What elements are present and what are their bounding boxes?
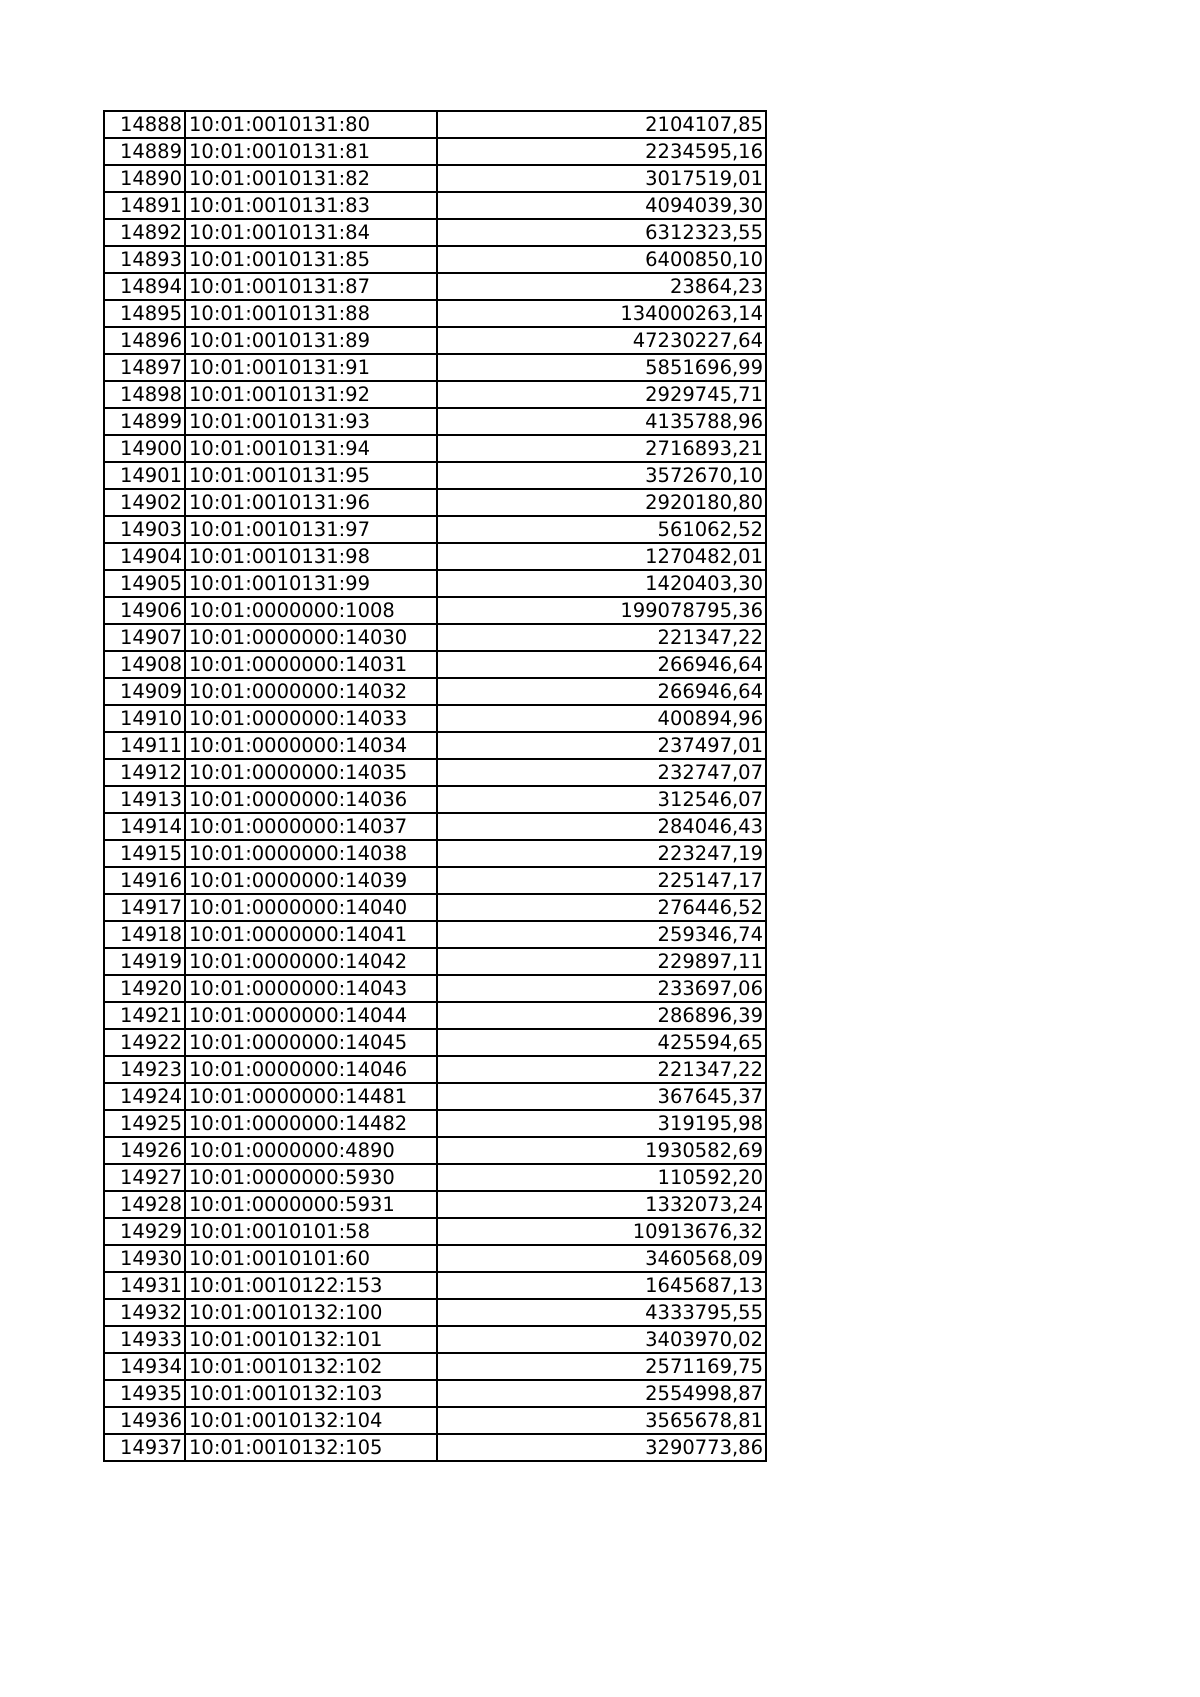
row-number-cell: 14892 xyxy=(104,219,185,246)
table-row xyxy=(104,651,766,678)
table-row xyxy=(104,597,766,624)
cadastral-number-cell: 10:01:0000000:4890 xyxy=(185,1137,437,1164)
cadastral-number-cell: 10:01:0000000:5930 xyxy=(185,1164,437,1191)
table-row xyxy=(104,678,766,705)
value-cell: 23864,23 xyxy=(437,273,766,300)
cadastral-number-cell: 10:01:0000000:14046 xyxy=(185,1056,437,1083)
row-number-cell: 14914 xyxy=(104,813,185,840)
value-cell: 2571169,75 xyxy=(437,1353,766,1380)
value-cell: 1270482,01 xyxy=(437,543,766,570)
table-row xyxy=(104,1056,766,1083)
table-row xyxy=(104,1407,766,1434)
row-number-cell: 14931 xyxy=(104,1272,185,1299)
table-row xyxy=(104,273,766,300)
value-cell: 2920180,80 xyxy=(437,489,766,516)
table-row xyxy=(104,948,766,975)
row-number-cell: 14923 xyxy=(104,1056,185,1083)
row-number-cell: 14935 xyxy=(104,1380,185,1407)
cadastral-number-cell: 10:01:0010122:153 xyxy=(185,1272,437,1299)
row-number-cell: 14920 xyxy=(104,975,185,1002)
table-row xyxy=(104,975,766,1002)
table-row xyxy=(104,624,766,651)
table-row xyxy=(104,867,766,894)
value-cell: 199078795,36 xyxy=(437,597,766,624)
cadastral-number-cell: 10:01:0000000:14040 xyxy=(185,894,437,921)
table-row xyxy=(104,489,766,516)
cadastral-number-cell: 10:01:0010131:81 xyxy=(185,138,437,165)
value-cell: 286896,39 xyxy=(437,1002,766,1029)
table-row xyxy=(104,921,766,948)
row-number-cell: 14894 xyxy=(104,273,185,300)
row-number-cell: 14908 xyxy=(104,651,185,678)
table-row xyxy=(104,192,766,219)
row-number-cell: 14903 xyxy=(104,516,185,543)
value-cell: 221347,22 xyxy=(437,1056,766,1083)
row-number-cell: 14896 xyxy=(104,327,185,354)
cadastral-number-cell: 10:01:0000000:14036 xyxy=(185,786,437,813)
cadastral-number-cell: 10:01:0010132:100 xyxy=(185,1299,437,1326)
table-row xyxy=(104,543,766,570)
value-cell: 3290773,86 xyxy=(437,1434,766,1461)
value-cell: 5851696,99 xyxy=(437,354,766,381)
value-cell: 233697,06 xyxy=(437,975,766,1002)
value-cell: 425594,65 xyxy=(437,1029,766,1056)
cadastral-number-cell: 10:01:0000000:14030 xyxy=(185,624,437,651)
value-cell: 3017519,01 xyxy=(437,165,766,192)
cadastral-number-cell: 10:01:0010131:83 xyxy=(185,192,437,219)
table-row xyxy=(104,1191,766,1218)
table-row xyxy=(104,462,766,489)
row-number-cell: 14902 xyxy=(104,489,185,516)
row-number-cell: 14918 xyxy=(104,921,185,948)
table-row xyxy=(104,570,766,597)
table-body xyxy=(104,111,766,1461)
cadastral-number-cell: 10:01:0000000:14032 xyxy=(185,678,437,705)
row-number-cell: 14937 xyxy=(104,1434,185,1461)
table-row xyxy=(104,894,766,921)
row-number-cell: 14909 xyxy=(104,678,185,705)
cadastral-number-cell: 10:01:0010131:80 xyxy=(185,111,437,138)
cadastral-number-cell: 10:01:0010131:89 xyxy=(185,327,437,354)
value-cell: 134000263,14 xyxy=(437,300,766,327)
table-row xyxy=(104,435,766,462)
cadastral-number-cell: 10:01:0000000:14043 xyxy=(185,975,437,1002)
row-number-cell: 14924 xyxy=(104,1083,185,1110)
table-row xyxy=(104,246,766,273)
table-row xyxy=(104,732,766,759)
table-row xyxy=(104,813,766,840)
value-cell: 319195,98 xyxy=(437,1110,766,1137)
table-row xyxy=(104,381,766,408)
cadastral-number-cell: 10:01:0000000:14041 xyxy=(185,921,437,948)
cadastral-number-cell: 10:01:0000000:1008 xyxy=(185,597,437,624)
value-cell: 367645,37 xyxy=(437,1083,766,1110)
cadastral-number-cell: 10:01:0000000:5931 xyxy=(185,1191,437,1218)
cadastral-number-cell: 10:01:0000000:14481 xyxy=(185,1083,437,1110)
table-row xyxy=(104,1326,766,1353)
row-number-cell: 14897 xyxy=(104,354,185,381)
cadastral-number-cell: 10:01:0010131:84 xyxy=(185,219,437,246)
row-number-cell: 14933 xyxy=(104,1326,185,1353)
cadastral-number-cell: 10:01:0010131:99 xyxy=(185,570,437,597)
cadastral-number-cell: 10:01:0000000:14035 xyxy=(185,759,437,786)
row-number-cell: 14916 xyxy=(104,867,185,894)
cadastral-number-cell: 10:01:0000000:14031 xyxy=(185,651,437,678)
row-number-cell: 14890 xyxy=(104,165,185,192)
value-cell: 6312323,55 xyxy=(437,219,766,246)
row-number-cell: 14905 xyxy=(104,570,185,597)
cadastral-number-cell: 10:01:0010132:105 xyxy=(185,1434,437,1461)
table-row xyxy=(104,327,766,354)
cadastral-number-cell: 10:01:0000000:14033 xyxy=(185,705,437,732)
table-row xyxy=(104,1353,766,1380)
value-cell: 4333795,55 xyxy=(437,1299,766,1326)
value-cell: 6400850,10 xyxy=(437,246,766,273)
table-row xyxy=(104,1029,766,1056)
value-cell: 110592,20 xyxy=(437,1164,766,1191)
row-number-cell: 14899 xyxy=(104,408,185,435)
table-row xyxy=(104,759,766,786)
value-cell: 400894,96 xyxy=(437,705,766,732)
cadastral-number-cell: 10:01:0010132:103 xyxy=(185,1380,437,1407)
row-number-cell: 14926 xyxy=(104,1137,185,1164)
cadastral-number-cell: 10:01:0010131:95 xyxy=(185,462,437,489)
row-number-cell: 14912 xyxy=(104,759,185,786)
value-cell: 3565678,81 xyxy=(437,1407,766,1434)
cadastral-number-cell: 10:01:0010132:104 xyxy=(185,1407,437,1434)
table-row xyxy=(104,516,766,543)
cadastral-value-table xyxy=(103,110,767,1462)
value-cell: 561062,52 xyxy=(437,516,766,543)
row-number-cell: 14901 xyxy=(104,462,185,489)
row-number-cell: 14932 xyxy=(104,1299,185,1326)
value-cell: 276446,52 xyxy=(437,894,766,921)
value-cell: 229897,11 xyxy=(437,948,766,975)
cadastral-number-cell: 10:01:0010131:88 xyxy=(185,300,437,327)
value-cell: 237497,01 xyxy=(437,732,766,759)
row-number-cell: 14895 xyxy=(104,300,185,327)
row-number-cell: 14907 xyxy=(104,624,185,651)
cadastral-number-cell: 10:01:0010131:82 xyxy=(185,165,437,192)
value-cell: 312546,07 xyxy=(437,786,766,813)
row-number-cell: 14921 xyxy=(104,1002,185,1029)
row-number-cell: 14930 xyxy=(104,1245,185,1272)
table-row xyxy=(104,219,766,246)
table-row xyxy=(104,840,766,867)
table-row xyxy=(104,165,766,192)
table-row xyxy=(104,786,766,813)
value-cell: 3403970,02 xyxy=(437,1326,766,1353)
cadastral-number-cell: 10:01:0000000:14039 xyxy=(185,867,437,894)
row-number-cell: 14928 xyxy=(104,1191,185,1218)
table-row xyxy=(104,1434,766,1461)
row-number-cell: 14891 xyxy=(104,192,185,219)
value-cell: 225147,17 xyxy=(437,867,766,894)
row-number-cell: 14927 xyxy=(104,1164,185,1191)
table-row xyxy=(104,1083,766,1110)
cadastral-number-cell: 10:01:0000000:14042 xyxy=(185,948,437,975)
cadastral-number-cell: 10:01:0000000:14044 xyxy=(185,1002,437,1029)
cadastral-number-cell: 10:01:0010131:87 xyxy=(185,273,437,300)
cadastral-number-cell: 10:01:0000000:14038 xyxy=(185,840,437,867)
cadastral-number-cell: 10:01:0000000:14037 xyxy=(185,813,437,840)
row-number-cell: 14919 xyxy=(104,948,185,975)
row-number-cell: 14904 xyxy=(104,543,185,570)
row-number-cell: 14911 xyxy=(104,732,185,759)
table-row xyxy=(104,138,766,165)
value-cell: 2234595,16 xyxy=(437,138,766,165)
cadastral-number-cell: 10:01:0010131:85 xyxy=(185,246,437,273)
value-cell: 223247,19 xyxy=(437,840,766,867)
row-number-cell: 14915 xyxy=(104,840,185,867)
table-row xyxy=(104,1245,766,1272)
value-cell: 2104107,85 xyxy=(437,111,766,138)
value-cell: 1420403,30 xyxy=(437,570,766,597)
table-row xyxy=(104,300,766,327)
value-cell: 4094039,30 xyxy=(437,192,766,219)
value-cell: 1645687,13 xyxy=(437,1272,766,1299)
value-cell: 2554998,87 xyxy=(437,1380,766,1407)
table-row xyxy=(104,1164,766,1191)
cadastral-number-cell: 10:01:0010131:91 xyxy=(185,354,437,381)
cadastral-number-cell: 10:01:0010132:102 xyxy=(185,1353,437,1380)
row-number-cell: 14925 xyxy=(104,1110,185,1137)
table-row xyxy=(104,705,766,732)
row-number-cell: 14889 xyxy=(104,138,185,165)
row-number-cell: 14910 xyxy=(104,705,185,732)
table-row xyxy=(104,1272,766,1299)
value-cell: 1332073,24 xyxy=(437,1191,766,1218)
table-row xyxy=(104,1299,766,1326)
value-cell: 3572670,10 xyxy=(437,462,766,489)
value-cell: 259346,74 xyxy=(437,921,766,948)
row-number-cell: 14922 xyxy=(104,1029,185,1056)
row-number-cell: 14913 xyxy=(104,786,185,813)
row-number-cell: 14936 xyxy=(104,1407,185,1434)
table-row xyxy=(104,1110,766,1137)
table-row xyxy=(104,111,766,138)
table-row xyxy=(104,1137,766,1164)
cadastral-number-cell: 10:01:0000000:14482 xyxy=(185,1110,437,1137)
row-number-cell: 14934 xyxy=(104,1353,185,1380)
cadastral-number-cell: 10:01:0010131:98 xyxy=(185,543,437,570)
value-cell: 3460568,09 xyxy=(437,1245,766,1272)
row-number-cell: 14929 xyxy=(104,1218,185,1245)
row-number-cell: 14898 xyxy=(104,381,185,408)
row-number-cell: 14900 xyxy=(104,435,185,462)
cadastral-number-cell: 10:01:0010101:58 xyxy=(185,1218,437,1245)
row-number-cell: 14893 xyxy=(104,246,185,273)
row-number-cell: 14917 xyxy=(104,894,185,921)
table-row xyxy=(104,1218,766,1245)
cadastral-number-cell: 10:01:0010131:96 xyxy=(185,489,437,516)
value-cell: 47230227,64 xyxy=(437,327,766,354)
cadastral-number-cell: 10:01:0010131:93 xyxy=(185,408,437,435)
cadastral-number-cell: 10:01:0000000:14034 xyxy=(185,732,437,759)
row-number-cell: 14906 xyxy=(104,597,185,624)
table-row xyxy=(104,1380,766,1407)
value-cell: 4135788,96 xyxy=(437,408,766,435)
cadastral-number-cell: 10:01:0010132:101 xyxy=(185,1326,437,1353)
value-cell: 1930582,69 xyxy=(437,1137,766,1164)
row-number-cell: 14888 xyxy=(104,111,185,138)
table-row xyxy=(104,1002,766,1029)
value-cell: 2716893,21 xyxy=(437,435,766,462)
value-cell: 2929745,71 xyxy=(437,381,766,408)
cadastral-number-cell: 10:01:0010131:92 xyxy=(185,381,437,408)
cadastral-number-cell: 10:01:0010101:60 xyxy=(185,1245,437,1272)
value-cell: 10913676,32 xyxy=(437,1218,766,1245)
table-row xyxy=(104,354,766,381)
table-row xyxy=(104,408,766,435)
value-cell: 284046,43 xyxy=(437,813,766,840)
value-cell: 266946,64 xyxy=(437,651,766,678)
value-cell: 266946,64 xyxy=(437,678,766,705)
cadastral-number-cell: 10:01:0010131:94 xyxy=(185,435,437,462)
cadastral-number-cell: 10:01:0010131:97 xyxy=(185,516,437,543)
value-cell: 232747,07 xyxy=(437,759,766,786)
cadastral-number-cell: 10:01:0000000:14045 xyxy=(185,1029,437,1056)
value-cell: 221347,22 xyxy=(437,624,766,651)
